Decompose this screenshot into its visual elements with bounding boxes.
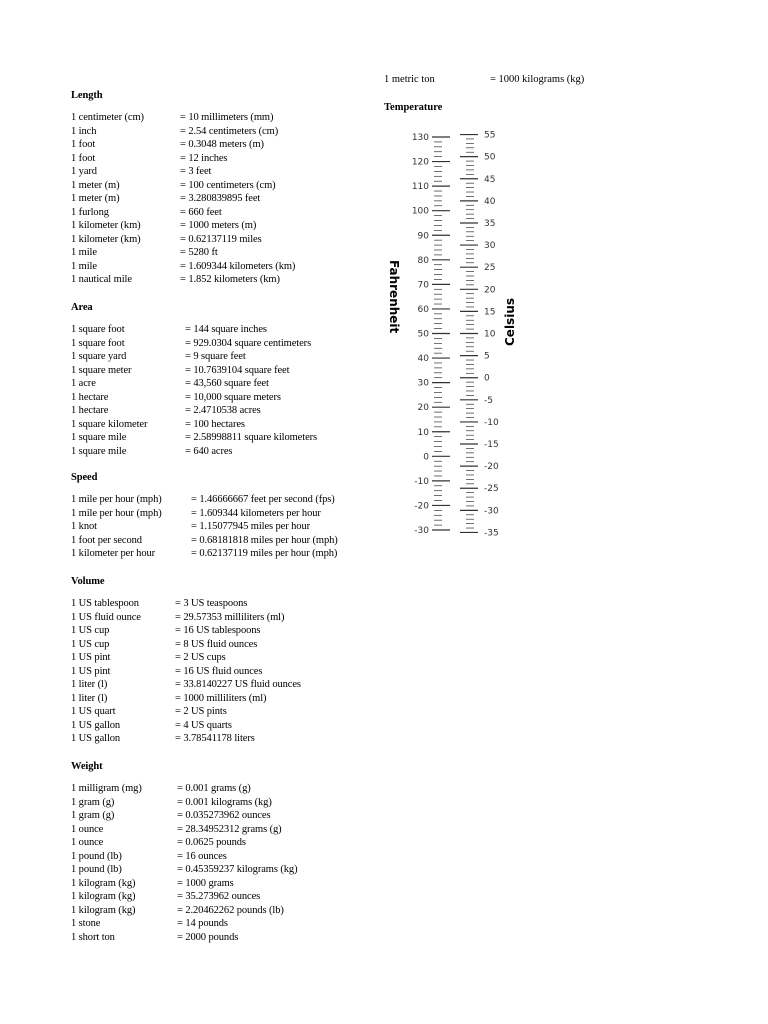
fahrenheit-tick-label: 20 [417,403,429,414]
fahrenheit-tick-label: 10 [417,427,429,438]
unit-label: 1 liter (l) [71,692,108,704]
unit-equivalent: = 0.0625 pounds [177,837,246,848]
conversion-row [71,273,401,287]
conversion-row [71,219,401,233]
unit-equivalent: = 16 US tablespoons [175,625,261,636]
conversion-row [71,547,401,561]
conversion-row [71,917,401,931]
metric-ton-row [384,73,644,87]
celsius-tick-label: -25 [484,484,499,495]
conversion-row [71,246,401,260]
unit-equivalent: = 0.3048 meters (m) [180,139,264,150]
metric-ton-value: = 1000 kilograms (kg) [490,74,585,85]
fahrenheit-tick-label: 90 [417,231,429,242]
celsius-tick-label: 5 [484,351,490,362]
conversion-row [71,638,401,652]
unit-label: 1 stone [71,918,101,929]
unit-label: 1 foot per second [71,534,142,546]
unit-equivalent: = 10.7639104 square feet [185,364,290,376]
unit-equivalent: = 660 feet [180,206,222,218]
conversion-row [71,165,401,179]
unit-label: 1 foot [71,139,96,150]
unit-equivalent: = 2000 pounds [177,931,239,943]
conversion-row [71,782,401,796]
conversion-row [71,493,401,507]
section-title: Speed [71,472,98,483]
unit-label: 1 kilogram (kg) [71,877,136,889]
unit-label: 1 kilogram (kg) [71,904,136,916]
unit-equivalent: = 3.280839895 feet [180,193,261,204]
unit-equivalent: = 35.273962 ounces [177,891,261,902]
fahrenheit-tick-label: -20 [414,501,429,512]
unit-label: 1 knot [71,521,97,532]
conversion-row [71,391,401,405]
conversion-row [71,597,401,611]
conversion-row [71,431,401,445]
fahrenheit-tick-label: 70 [417,280,429,291]
unit-equivalent: = 10 millimeters (mm) [180,112,274,123]
section-volume [71,575,401,746]
unit-label: 1 pound (lb) [71,864,122,875]
unit-label: 1 acre [71,378,96,389]
conversion-row [71,705,401,719]
conversion-row [71,890,401,904]
unit-equivalent: = 2.58998811 square kilometers [185,432,318,443]
unit-equivalent: = 144 square inches [185,324,267,335]
unit-equivalent: = 0.001 kilograms (kg) [177,796,272,808]
unit-label: 1 square foot [71,337,125,349]
unit-equivalent: = 1000 meters (m) [180,220,257,231]
section-title: Length [71,90,103,101]
unit-label: 1 US tablespoon [71,598,139,609]
unit-label: 1 ounce [71,837,104,848]
conversion-row [71,520,401,534]
unit-label: 1 US pint [71,665,111,677]
conversion-row [71,233,401,247]
fahrenheit-tick-label: 110 [411,182,429,193]
unit-equivalent: = 1.609344 kilometers per hour [191,507,321,519]
unit-equivalent: = 5280 ft [180,247,218,258]
fahrenheit-tick-label: -10 [414,476,429,487]
celsius-tick-label: 25 [484,263,496,274]
conversion-row [71,364,401,378]
celsius-label: Celsius [503,298,517,346]
unit-label: 1 kilometer per hour [71,548,156,559]
celsius-ticks [460,131,499,539]
unit-equivalent: = 33.8140227 US fluid ounces [175,679,301,690]
temperature-title: Temperature [384,102,443,113]
unit-equivalent: = 12 inches [180,152,228,164]
unit-equivalent: = 2 US pints [175,706,227,717]
unit-label: 1 US gallon [71,719,121,731]
conversion-row [71,719,401,733]
unit-equivalent: = 0.62137119 miles per hour (mph) [191,548,338,559]
conversion-row [71,877,401,891]
fahrenheit-tick-label: -30 [414,526,429,536]
celsius-tick-label: 30 [484,241,496,252]
unit-label: 1 mile per hour (mph) [71,507,162,519]
unit-equivalent: = 29.57353 milliliters (ml) [175,611,285,623]
conversion-rows [71,493,401,561]
fahrenheit-tick-label: 120 [411,157,429,168]
celsius-tick-label: 50 [484,152,496,163]
conversion-row [71,179,401,193]
conversion-row [71,850,401,864]
unit-label: 1 gram (g) [71,796,115,808]
conversion-row [71,678,401,692]
unit-equivalent: = 10,000 square meters [185,391,281,403]
unit-equivalent: = 14 pounds [177,918,228,929]
celsius-tick-label: 55 [484,130,496,141]
conversion-row [71,337,401,351]
unit-equivalent: = 16 US fluid ounces [175,665,263,677]
fahrenheit-ticks [412,133,450,536]
unit-equivalent: = 9 square feet [185,351,246,362]
unit-equivalent: = 43,560 square feet [185,378,269,389]
conversion-row [71,507,401,521]
celsius-tick-label: 45 [484,174,496,185]
unit-label: 1 hectare [71,391,109,403]
unit-label: 1 US cup [71,625,110,636]
unit-equivalent: = 929.0304 square centimeters [185,337,312,349]
unit-label: 1 square foot [71,324,125,335]
unit-label: 1 milligram (mg) [71,783,142,794]
unit-label: 1 pound (lb) [71,850,122,862]
fahrenheit-tick-label: 0 [423,452,429,463]
unit-label: 1 nautical mile [71,274,132,285]
conversion-row [71,863,401,877]
unit-label: 1 mile [71,247,97,258]
celsius-tick-label: -35 [484,528,499,539]
unit-label: 1 gram (g) [71,810,115,821]
conversion-row [71,823,401,837]
celsius-tick-label: 15 [484,307,496,318]
temperature-scale [384,120,544,550]
metric-ton-unit: 1 metric ton [384,74,435,85]
celsius-tick-label: 35 [484,218,496,229]
unit-label: 1 ounce [71,823,104,835]
unit-equivalent: = 3.78541178 liters [175,733,255,744]
unit-equivalent: = 1.852 kilometers (km) [180,274,280,285]
unit-equivalent: = 3 US teaspoons [175,598,248,609]
celsius-tick-label: 0 [484,373,490,384]
unit-equivalent: = 100 centimeters (cm) [180,179,276,191]
fahrenheit-tick-label: 60 [417,304,429,315]
unit-label: 1 US gallon [71,733,121,744]
celsius-tick-label: -30 [484,506,499,517]
unit-equivalent: = 2 US cups [175,652,226,663]
unit-label: 1 square meter [71,364,132,376]
conversion-row [71,404,401,418]
section-length [71,89,401,287]
conversion-row [71,377,401,391]
unit-equivalent: = 8 US fluid ounces [175,638,258,650]
conversion-row [71,665,401,679]
conversion-row [71,534,401,548]
conversion-row [71,111,401,125]
unit-label: 1 hectare [71,405,109,416]
celsius-tick-label: -10 [484,417,499,428]
conversion-row [71,192,401,206]
fahrenheit-tick-label: 80 [417,255,429,266]
unit-equivalent: = 0.45359237 kilograms (kg) [177,864,298,875]
unit-equivalent: = 100 hectares [185,418,245,430]
section-title: Area [71,302,93,313]
unit-equivalent: = 1.609344 kilometers (km) [180,260,296,272]
unit-equivalent: = 1000 grams [177,877,234,889]
section-title: Volume [71,576,105,587]
unit-label: 1 square kilometer [71,418,148,430]
unit-equivalent: = 0.62137119 miles [180,233,262,245]
celsius-tick-label: -15 [484,440,499,451]
unit-equivalent: = 4 US quarts [175,719,232,731]
unit-label: 1 kilometer (km) [71,220,141,231]
unit-equivalent: = 2.20462262 pounds (lb) [177,904,284,916]
unit-equivalent: = 2.54 centimeters (cm) [180,125,279,137]
unit-label: 1 mile per hour (mph) [71,494,162,505]
celsius-tick-label: 20 [484,285,496,296]
unit-label: 1 foot [71,152,96,164]
fahrenheit-tick-label: 100 [411,206,429,217]
unit-label: 1 meter (m) [71,179,120,191]
conversion-row [71,138,401,152]
conversion-row [71,904,401,918]
conversion-row [71,611,401,625]
unit-equivalent: = 2.4710538 acres [185,405,261,416]
conversion-row [71,260,401,274]
unit-label: 1 inch [71,125,97,137]
conversion-row [71,836,401,850]
unit-label: 1 furlong [71,206,109,218]
unit-label: 1 mile [71,260,97,272]
conversion-row [71,445,401,459]
unit-label: 1 square mile [71,432,127,443]
unit-label: 1 square mile [71,445,127,457]
section-weight [71,760,401,944]
section-area [71,301,401,458]
unit-label: 1 US fluid ounce [71,611,141,623]
unit-equivalent: = 640 acres [185,445,233,457]
unit-equivalent: = 1.46666667 feet per second (fps) [191,494,335,505]
conversion-row [71,350,401,364]
unit-equivalent: = 0.035273962 ounces [177,810,271,821]
unit-label: 1 meter (m) [71,193,120,204]
section-speed [71,471,401,561]
conversion-rows [71,323,401,458]
unit-equivalent: = 3 feet [180,166,212,177]
fahrenheit-tick-label: 30 [417,378,429,389]
conversion-row [71,651,401,665]
unit-equivalent: = 0.68181818 miles per hour (mph) [191,534,338,546]
unit-equivalent: = 28.34952312 grams (g) [177,823,282,835]
unit-label: 1 square yard [71,351,127,362]
fahrenheit-label: Fahrenheit [387,260,401,334]
section-title: Weight [71,761,103,772]
conversion-row [71,692,401,706]
conversion-row [71,931,401,945]
unit-equivalent: = 1.15077945 miles per hour [191,521,310,532]
unit-label: 1 yard [71,166,97,177]
conversion-rows [71,782,401,944]
conversion-row [71,125,401,139]
fahrenheit-tick-label: 50 [417,329,429,340]
unit-label: 1 centimeter (cm) [71,112,144,123]
celsius-tick-label: 40 [484,196,496,207]
celsius-tick-label: -5 [484,395,493,406]
conversion-rows [71,111,401,287]
celsius-tick-label: -20 [484,462,499,473]
unit-equivalent: = 1000 milliliters (ml) [175,692,267,704]
conversion-row [71,624,401,638]
conversion-row [71,418,401,432]
fahrenheit-tick-label: 40 [417,354,429,365]
conversion-rows [71,597,401,746]
conversion-row [71,732,401,746]
unit-equivalent: = 16 ounces [177,850,227,862]
unit-equivalent: = 0.001 grams (g) [177,783,251,794]
unit-label: 1 US pint [71,652,111,663]
conversion-row [71,796,401,810]
unit-label: 1 liter (l) [71,679,108,690]
conversion-row [71,323,401,337]
conversion-row [71,809,401,823]
unit-label: 1 US cup [71,638,110,650]
unit-label: 1 kilometer (km) [71,233,141,245]
unit-label: 1 short ton [71,931,115,943]
conversion-row [71,206,401,220]
unit-label: 1 US quart [71,706,116,717]
celsius-tick-label: 10 [484,329,496,340]
unit-label: 1 kilogram (kg) [71,891,136,902]
conversion-row [71,152,401,166]
fahrenheit-tick-label: 130 [411,133,429,143]
